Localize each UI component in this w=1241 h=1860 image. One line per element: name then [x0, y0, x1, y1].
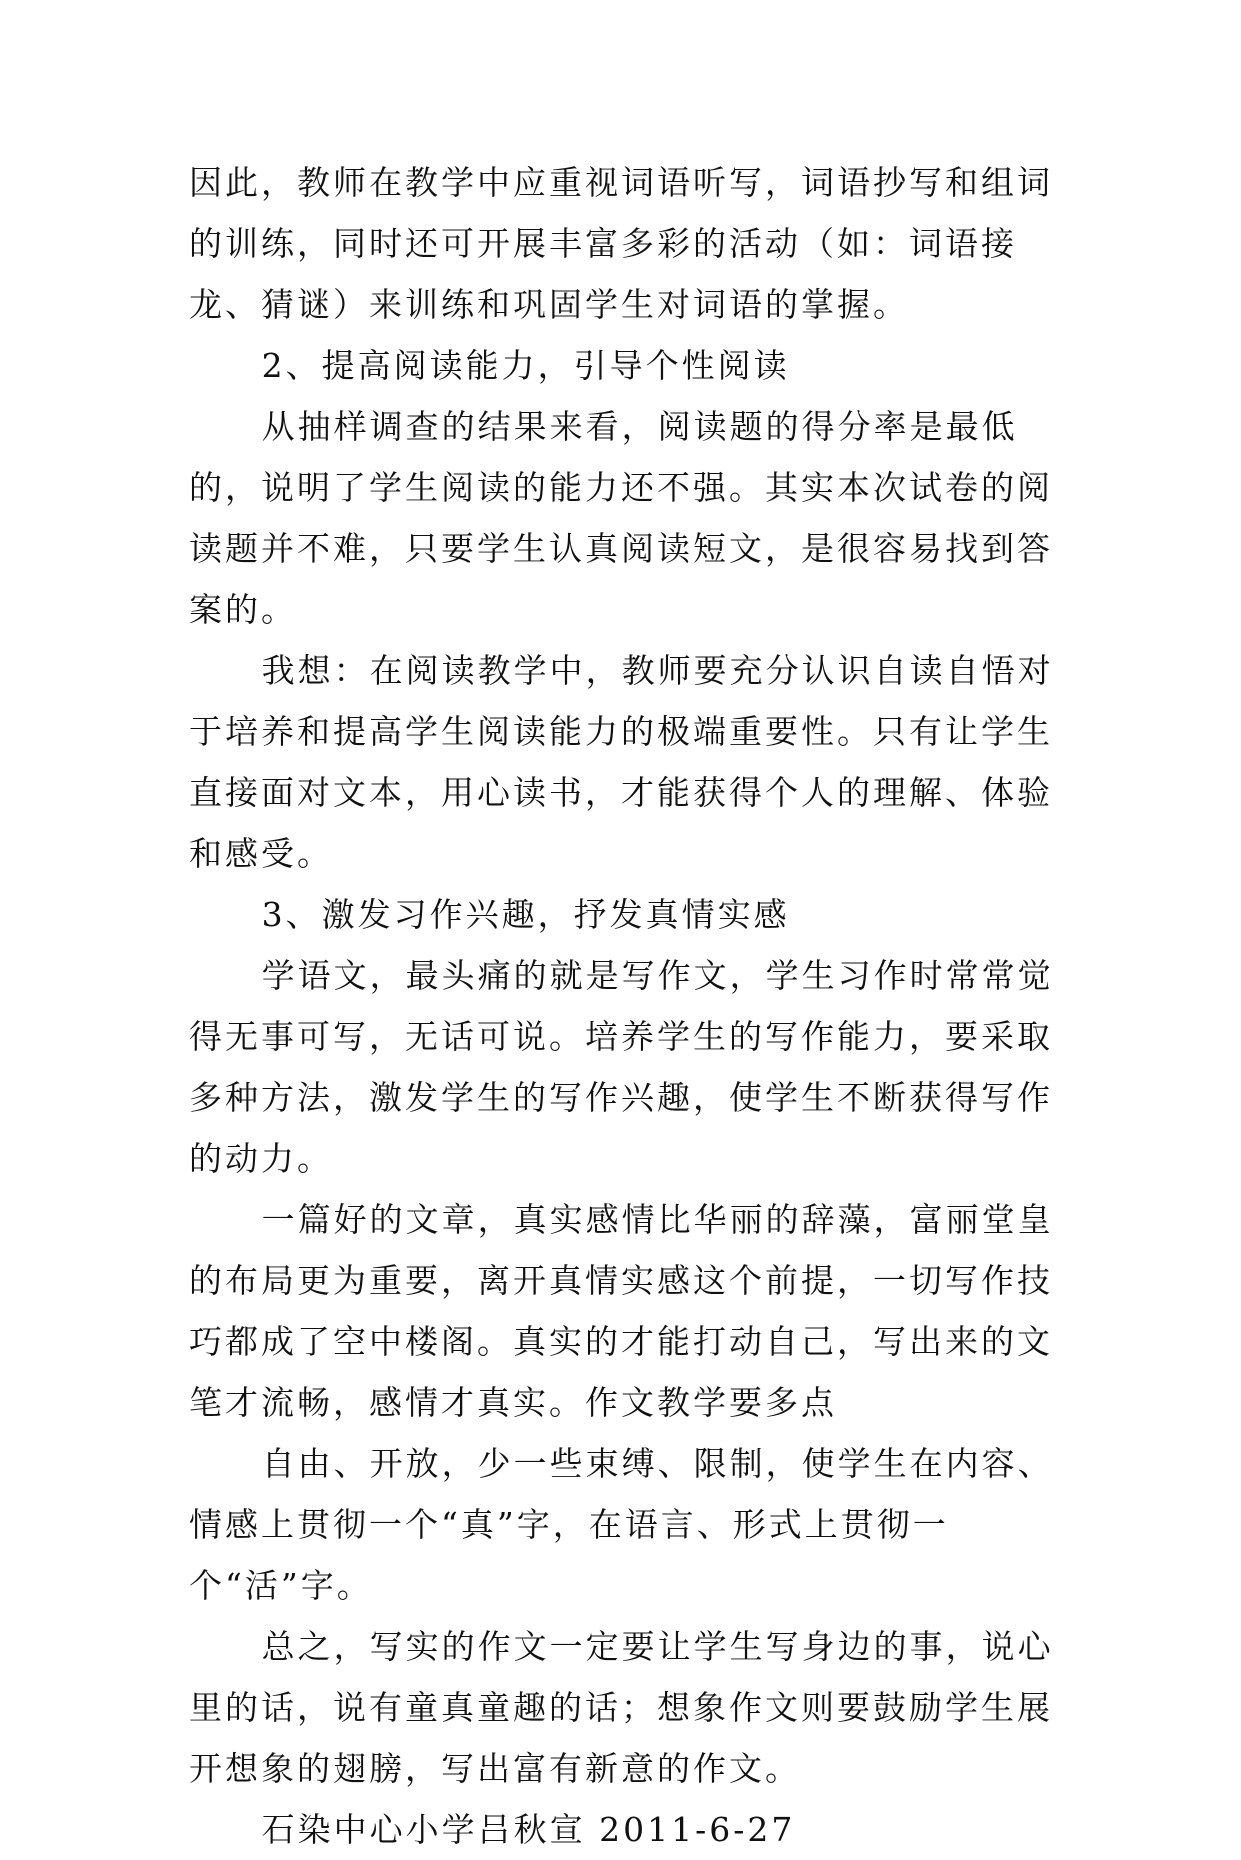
paragraph-writing-difficulty: 学语文，最头痛的就是写作文，学生习作时常常觉得无事可写，无话可说。培养学生的写作能力，要采取多种方法，激发学生的写作兴趣，使学生不断获得写作的动力。 [189, 956, 1054, 1178]
heading-writing-interest: 3、激发习作兴趣，抒发真情实感 [261, 895, 790, 934]
signature-line: 石染中心小学吕秋宣 2011-6-27 [261, 1810, 796, 1849]
paragraph-reading-survey: 从抽样调查的结果来看，阅读题的得分率是最低的，说明了学生阅读的能力还不强。其实本次试卷的阅读题并不难，只要学生认真阅读短文，是很容易找到答案的。 [189, 407, 1053, 629]
paragraph-vocabulary-training: 因此，教师在教学中应重视词语听写，词语抄写和组词的训练，同时还可开展丰富多彩的活动（如：词语接龙、猜谜）来训练和巩固学生对词语的掌握。 [189, 163, 1053, 324]
paragraph-freedom-openness: 自由、开放，少一些束缚、限制，使学生在内容、情感上贯彻一个“真”字，在语言、形式上贯彻一个“活”字。 [189, 1444, 1054, 1605]
paragraph-true-feelings: 一篇好的文章，真实感情比华丽的辞藻，富丽堂皇的布局更为重要，离开真情实感这个前提，一切写作技巧都成了空中楼阁。真实的才能打动自己，写出来的文笔才流畅，感情才真实。作文教学要多点 [189, 1200, 1054, 1422]
heading-reading-ability: 2、提高阅读能力，引导个性阅读 [261, 346, 790, 385]
paragraph-conclusion: 总之，写实的作文一定要让学生写身边的事，说心里的话，说有童真童趣的话；想象作文则要鼓励学生展开想象的翅膀，写出富有新意的作文。 [189, 1627, 1054, 1788]
paragraph-reading-teaching: 我想：在阅读教学中，教师要充分认识自读自悟对于培养和提高学生阅读能力的极端重要性。只有让学生直接面对文本，用心读书，才能获得个人的理解、体验和感受。 [189, 651, 1054, 873]
document-body [189, 152, 1069, 1860]
